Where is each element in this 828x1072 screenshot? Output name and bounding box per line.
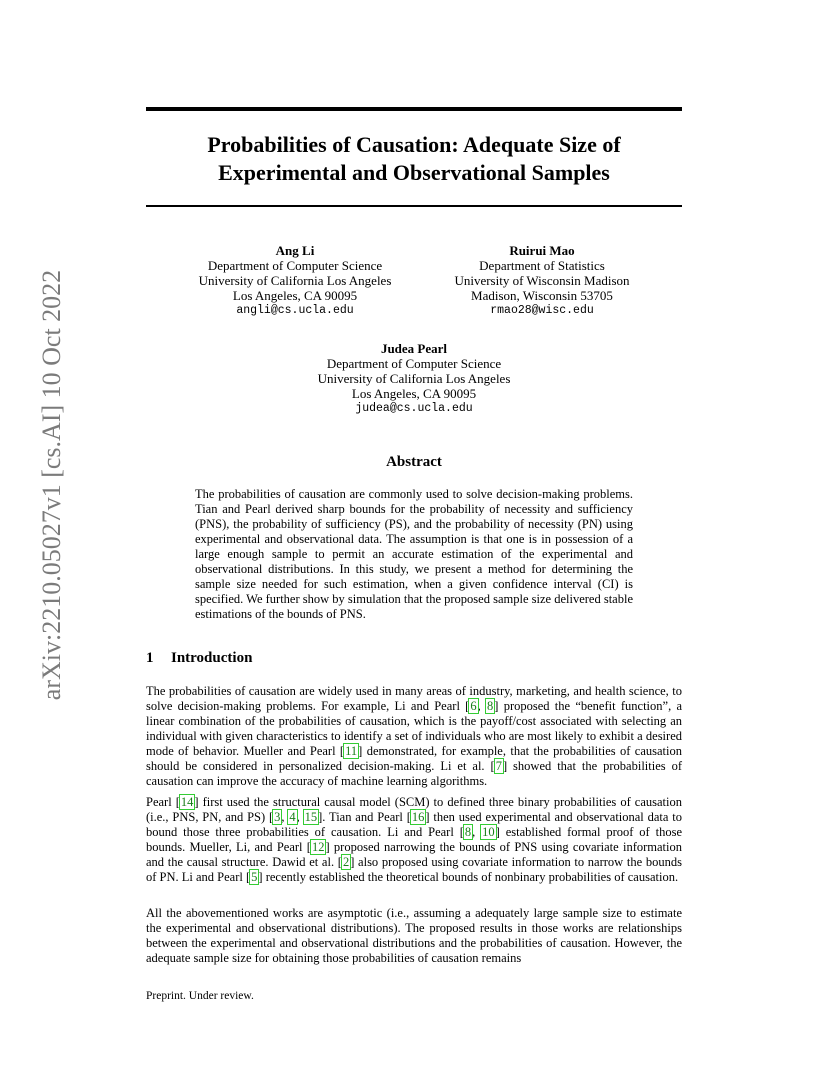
author-university: University of California Los Angeles	[198, 273, 392, 288]
text-run: The probabilities of causation are widely used in many areas of industry, marketing, and health science, to solve decision-making problems. For example, Li and Pearl [	[146, 684, 682, 713]
author-block-ruirui-mao	[432, 243, 652, 318]
citation-link[interactable]: 16	[411, 810, 425, 824]
text-run: Pearl [	[146, 795, 180, 809]
author-email[interactable]: rmao28@wisc.edu	[490, 304, 594, 317]
citation-link[interactable]: 7	[495, 759, 502, 773]
text-run: ,	[296, 810, 304, 824]
abstract-text: The probabilities of causation are commonly used to solve decision-making problems. Tian and Pearl derived sharp bounds for the probability of necessity and sufficiency (PNS), the probability of sufficiency (PS), and the probability of necessity (PN) using experimental and observational data. The assumption is that one is in possession of a large enough sample to permit an accurate estimation of the experimental and observational distributions. In this study, we present a method for determining the sample size needed for such estimation, when a given confidence interval (CI) is specified. We further show by simulation that the proposed sample size delivered stable estimations of the bounds of PNS.	[195, 487, 633, 621]
citation-link[interactable]: 2	[342, 855, 350, 869]
text-run: ] first used the structural causal model (SCM) to defined three binary probabilities of causation (i.e., PNS, PN, and PS) [	[146, 795, 682, 824]
text-run: ] proposed narrowing the bounds of PNS using covariate information and the causal structure. Dawid et al. [	[146, 840, 682, 869]
author-address: Los Angeles, CA 90095	[232, 288, 358, 303]
paper-title	[146, 131, 682, 187]
text-run: ] proposed the “benefit function”, a linear combination of the probabilities of causation, which is the payoff/cost associated with selecting an individual with given characteristics to identify a set of individuals who are most likely to exhibit a desired mode of behavior. Mueller and Pearl [	[146, 699, 683, 758]
section-title: Introduction	[171, 650, 253, 666]
author-name: Ruirui Mao	[509, 243, 575, 258]
section-heading-introduction	[146, 650, 252, 667]
citation-link[interactable]: 11	[345, 744, 358, 758]
citation-link[interactable]: 14	[180, 795, 194, 809]
author-university: University of California Los Angeles	[317, 371, 511, 386]
author-university: University of Wisconsin Madison	[454, 273, 630, 288]
author-block-judea-pearl	[294, 341, 534, 416]
text-run: ,	[281, 810, 289, 824]
citation-link[interactable]: 15	[304, 810, 318, 824]
citation-link[interactable]: 8	[487, 699, 494, 713]
title-top-rule	[146, 107, 682, 111]
author-department: Department of Computer Science	[207, 258, 383, 273]
author-email[interactable]: angli@cs.ucla.edu	[236, 304, 354, 317]
text-run: ]. Tian and Pearl [	[318, 810, 411, 824]
citation-link[interactable]: 4	[289, 810, 296, 824]
citation-link[interactable]: 8	[464, 825, 472, 839]
author-email[interactable]: judea@cs.ucla.edu	[355, 402, 473, 415]
text-run: ,	[472, 825, 482, 839]
text-run: ] then used experimental and observational data to bound those three probabilities of causation. Li and Pearl [	[146, 810, 682, 839]
intro-paragraph-3: All the abovementioned works are asymptotic (i.e., assuming a adequately large sample size to estimate the experimental and observational distributions). The proposed results in those works are relationships between the experimental and observational distributions and the probabilities of causation. However, the adequate sample size for obtaining those probabilities of causation remains	[146, 906, 682, 965]
title-line-1: Probabilities of Causation: Adequate Size of	[207, 132, 621, 157]
intro-paragraph-1	[146, 684, 682, 789]
citation-link[interactable]: 6	[470, 699, 477, 713]
author-name: Judea Pearl	[380, 341, 448, 356]
author-department: Department of Computer Science	[326, 356, 502, 371]
author-address: Madison, Wisconsin 53705	[471, 288, 613, 303]
author-address: Los Angeles, CA 90095	[351, 386, 477, 401]
text-run: ] recently established the theoretical bounds of nonbinary probabilities of causation.	[258, 870, 679, 884]
citation-link[interactable]: 3	[274, 810, 281, 824]
intro-paragraph-2	[146, 795, 682, 885]
arxiv-side-stamp: arXiv:2210.05027v1 [cs.AI] 10 Oct 2022	[37, 269, 66, 701]
text-run: ,	[477, 699, 487, 713]
text-run: ] showed that the probabilities of causation can improve the accuracy of machine learning algorithms.	[146, 759, 682, 788]
citation-link[interactable]: 5	[251, 870, 258, 884]
citation-link[interactable]: 10	[482, 825, 495, 839]
title-line-2: Experimental and Observational Samples	[218, 160, 610, 185]
author-name: Ang Li	[275, 243, 315, 258]
footer-note: Preprint. Under review.	[146, 990, 254, 1002]
text-run: ] established formal proof of those bounds. Mueller, Li, and Pearl [	[146, 825, 682, 854]
title-bottom-rule	[146, 205, 682, 207]
author-block-ang-li	[175, 243, 415, 318]
author-department: Department of Statistics	[479, 258, 605, 273]
section-number: 1	[146, 650, 154, 666]
text-run: ] demonstrated, for example, that the probabilities of causation should be considered in personalized decision-making. Li et al. [	[146, 744, 682, 773]
abstract-heading: Abstract	[386, 454, 442, 470]
citation-link[interactable]: 12	[311, 840, 325, 854]
text-run: ] also proposed using covariate information to narrow the bounds of PN. Li and Pearl [	[146, 855, 682, 884]
